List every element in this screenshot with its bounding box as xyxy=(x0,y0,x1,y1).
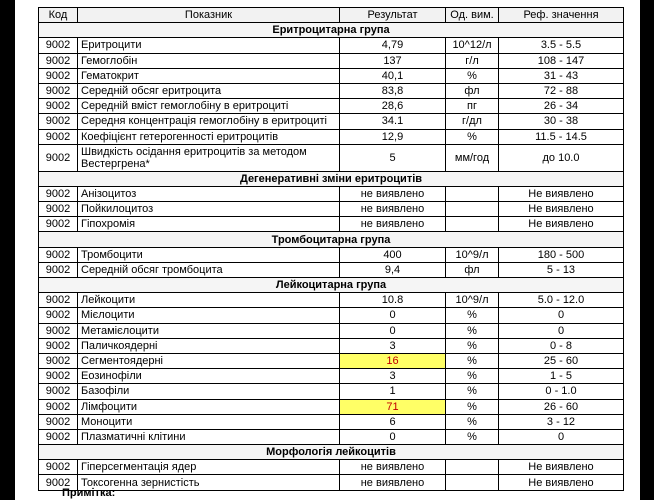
reference-cell: 0 - 1.0 xyxy=(499,384,624,399)
unit-cell: % xyxy=(446,429,499,444)
reference-cell: 180 - 500 xyxy=(499,247,624,262)
code-cell: 9002 xyxy=(39,293,78,308)
unit-cell xyxy=(446,202,499,217)
unit-cell: % xyxy=(446,68,499,83)
unit-cell xyxy=(446,217,499,232)
reference-cell: 26 - 34 xyxy=(499,99,624,114)
indicator-cell: Середній обсяг тромбоцита xyxy=(78,262,340,277)
unit-cell: % xyxy=(446,399,499,414)
header-indicator: Показник xyxy=(78,8,340,23)
code-cell: 9002 xyxy=(39,53,78,68)
unit-cell: фл xyxy=(446,83,499,98)
indicator-cell: Гематокрит xyxy=(78,68,340,83)
result-cell: 400 xyxy=(340,247,446,262)
table-row xyxy=(39,369,624,384)
indicator-cell: Коефіцієнт гетерогенності еритроцитів xyxy=(78,129,340,144)
unit-cell: % xyxy=(446,323,499,338)
table-row xyxy=(39,53,624,68)
table-row xyxy=(39,114,624,129)
code-cell: 9002 xyxy=(39,308,78,323)
table-row xyxy=(39,460,624,475)
indicator-cell: Метамієлоцити xyxy=(78,323,340,338)
reference-cell: до 10.0 xyxy=(499,144,624,171)
unit-cell: 10^12/л xyxy=(446,38,499,53)
reference-cell: 26 - 60 xyxy=(499,399,624,414)
header-row xyxy=(39,8,624,23)
indicator-cell: Пойкилоцитоз xyxy=(78,202,340,217)
result-cell: 137 xyxy=(340,53,446,68)
result-cell: не виявлено xyxy=(340,186,446,201)
unit-cell: % xyxy=(446,338,499,353)
code-cell: 9002 xyxy=(39,202,78,217)
table-row xyxy=(39,429,624,444)
result-cell: 10.8 xyxy=(340,293,446,308)
reference-cell: 11.5 - 14.5 xyxy=(499,129,624,144)
code-cell: 9002 xyxy=(39,460,78,475)
unit-cell xyxy=(446,186,499,201)
result-cell: 3 xyxy=(340,369,446,384)
header-unit: Од. вим. xyxy=(446,8,499,23)
section-title: Тромбоцитарна група xyxy=(39,232,624,247)
reference-cell: 31 - 43 xyxy=(499,68,624,83)
result-cell: 1 xyxy=(340,384,446,399)
reference-cell: 72 - 88 xyxy=(499,83,624,98)
code-cell: 9002 xyxy=(39,353,78,368)
result-cell: 71 xyxy=(340,399,446,414)
table-row xyxy=(39,217,624,232)
indicator-cell: Базофіли xyxy=(78,384,340,399)
indicator-cell: Моноцити xyxy=(78,414,340,429)
section-title: Морфологія лейкоцитів xyxy=(39,445,624,460)
reference-cell: 1 - 5 xyxy=(499,369,624,384)
reference-cell: 108 - 147 xyxy=(499,53,624,68)
table-row xyxy=(39,38,624,53)
section-header xyxy=(39,232,624,247)
table-row xyxy=(39,186,624,201)
table-row xyxy=(39,353,624,368)
result-cell: 34.1 xyxy=(340,114,446,129)
code-cell: 9002 xyxy=(39,129,78,144)
unit-cell: мм/год xyxy=(446,144,499,171)
unit-cell: % xyxy=(446,308,499,323)
indicator-cell: Лейкоцити xyxy=(78,293,340,308)
reference-cell: Не виявлено xyxy=(499,460,624,475)
reference-cell: 25 - 60 xyxy=(499,353,624,368)
table-row xyxy=(39,144,624,171)
code-cell: 9002 xyxy=(39,475,78,490)
reference-cell: 30 - 38 xyxy=(499,114,624,129)
code-cell: 9002 xyxy=(39,217,78,232)
code-cell: 9002 xyxy=(39,144,78,171)
table-row xyxy=(39,384,624,399)
result-cell: 5 xyxy=(340,144,446,171)
section-title: Дегенеративні зміни еритроцитів xyxy=(39,171,624,186)
result-cell: не виявлено xyxy=(340,217,446,232)
result-cell: 40,1 xyxy=(340,68,446,83)
result-cell: 0 xyxy=(340,308,446,323)
table-row xyxy=(39,129,624,144)
table-row xyxy=(39,247,624,262)
result-cell: не виявлено xyxy=(340,202,446,217)
results-body xyxy=(39,23,624,490)
code-cell: 9002 xyxy=(39,323,78,338)
indicator-cell: Швидкість осідання еритроцитів за методом Вестергрена* xyxy=(78,144,340,171)
header-reference: Реф. значення xyxy=(499,8,624,23)
reference-cell: 3 - 12 xyxy=(499,414,624,429)
indicator-cell: Анізоцитоз xyxy=(78,186,340,201)
table-row xyxy=(39,262,624,277)
unit-cell: г/л xyxy=(446,53,499,68)
reference-cell: 0 - 8 xyxy=(499,338,624,353)
unit-cell: % xyxy=(446,129,499,144)
result-cell: не виявлено xyxy=(340,460,446,475)
indicator-cell: Лімфоцити xyxy=(78,399,340,414)
reference-cell: 5 - 13 xyxy=(499,262,624,277)
indicator-cell: Сегментоядерні xyxy=(78,353,340,368)
reference-cell: Не виявлено xyxy=(499,217,624,232)
result-cell: 12,9 xyxy=(340,129,446,144)
table-row xyxy=(39,293,624,308)
indicator-cell: Середня концентрація гемоглобіну в еритроциті xyxy=(78,114,340,129)
reference-cell: 3.5 - 5.5 xyxy=(499,38,624,53)
reference-cell: 0 xyxy=(499,323,624,338)
section-header xyxy=(39,23,624,38)
result-cell: 16 xyxy=(340,353,446,368)
result-cell: 4,79 xyxy=(340,38,446,53)
code-cell: 9002 xyxy=(39,384,78,399)
code-cell: 9002 xyxy=(39,38,78,53)
indicator-cell: Еозинофіли xyxy=(78,369,340,384)
unit-cell: 10^9/л xyxy=(446,293,499,308)
table-row xyxy=(39,399,624,414)
section-header xyxy=(39,278,624,293)
result-cell: 0 xyxy=(340,323,446,338)
indicator-cell: Еритроцити xyxy=(78,38,340,53)
code-cell: 9002 xyxy=(39,186,78,201)
unit-cell: г/дл xyxy=(446,114,499,129)
unit-cell: фл xyxy=(446,262,499,277)
table-row xyxy=(39,308,624,323)
section-title: Еритроцитарна група xyxy=(39,23,624,38)
code-cell: 9002 xyxy=(39,338,78,353)
unit-cell: 10^9/л xyxy=(446,247,499,262)
indicator-cell: Середній обсяг еритроцита xyxy=(78,83,340,98)
code-cell: 9002 xyxy=(39,114,78,129)
indicator-cell: Гемоглобін xyxy=(78,53,340,68)
header-code: Код xyxy=(39,8,78,23)
table-row xyxy=(39,323,624,338)
result-cell: 83,8 xyxy=(340,83,446,98)
indicator-cell: Тромбоцити xyxy=(78,247,340,262)
table-row xyxy=(39,414,624,429)
table-row xyxy=(39,475,624,490)
unit-cell xyxy=(446,475,499,490)
section-header xyxy=(39,445,624,460)
unit-cell: % xyxy=(446,414,499,429)
table-row xyxy=(39,99,624,114)
report-page xyxy=(15,0,640,500)
result-cell: 3 xyxy=(340,338,446,353)
code-cell: 9002 xyxy=(39,247,78,262)
section-header xyxy=(39,171,624,186)
header-result: Результат xyxy=(340,8,446,23)
code-cell: 9002 xyxy=(39,83,78,98)
indicator-cell: Мієлоцити xyxy=(78,308,340,323)
unit-cell: % xyxy=(446,369,499,384)
table-row xyxy=(39,202,624,217)
indicator-cell: Середній вміст гемоглобіну в еритроциті xyxy=(78,99,340,114)
indicator-cell: Гіпохромія xyxy=(78,217,340,232)
code-cell: 9002 xyxy=(39,399,78,414)
result-cell: 0 xyxy=(340,429,446,444)
code-cell: 9002 xyxy=(39,429,78,444)
indicator-cell: Паличкоядерні xyxy=(78,338,340,353)
unit-cell: % xyxy=(446,353,499,368)
table-row xyxy=(39,83,624,98)
reference-cell: Не виявлено xyxy=(499,186,624,201)
results-table xyxy=(38,7,624,491)
code-cell: 9002 xyxy=(39,99,78,114)
code-cell: 9002 xyxy=(39,414,78,429)
result-cell: не виявлено xyxy=(340,475,446,490)
indicator-cell: Токсогенна зернистість xyxy=(78,475,340,490)
unit-cell: пг xyxy=(446,99,499,114)
section-title: Лейкоцитарна група xyxy=(39,278,624,293)
reference-cell: Не виявлено xyxy=(499,475,624,490)
code-cell: 9002 xyxy=(39,262,78,277)
result-cell: 6 xyxy=(340,414,446,429)
unit-cell: % xyxy=(446,384,499,399)
indicator-cell: Гіперсегментація ядер xyxy=(78,460,340,475)
code-cell: 9002 xyxy=(39,369,78,384)
reference-cell: 0 xyxy=(499,429,624,444)
table-row xyxy=(39,68,624,83)
table-row xyxy=(39,338,624,353)
result-cell: 28,6 xyxy=(340,99,446,114)
reference-cell: 0 xyxy=(499,308,624,323)
reference-cell: Не виявлено xyxy=(499,202,624,217)
code-cell: 9002 xyxy=(39,68,78,83)
reference-cell: 5.0 - 12.0 xyxy=(499,293,624,308)
result-cell: 9,4 xyxy=(340,262,446,277)
note-label: Примітка: xyxy=(62,487,116,499)
indicator-cell: Плазматичні клітини xyxy=(78,429,340,444)
unit-cell xyxy=(446,460,499,475)
